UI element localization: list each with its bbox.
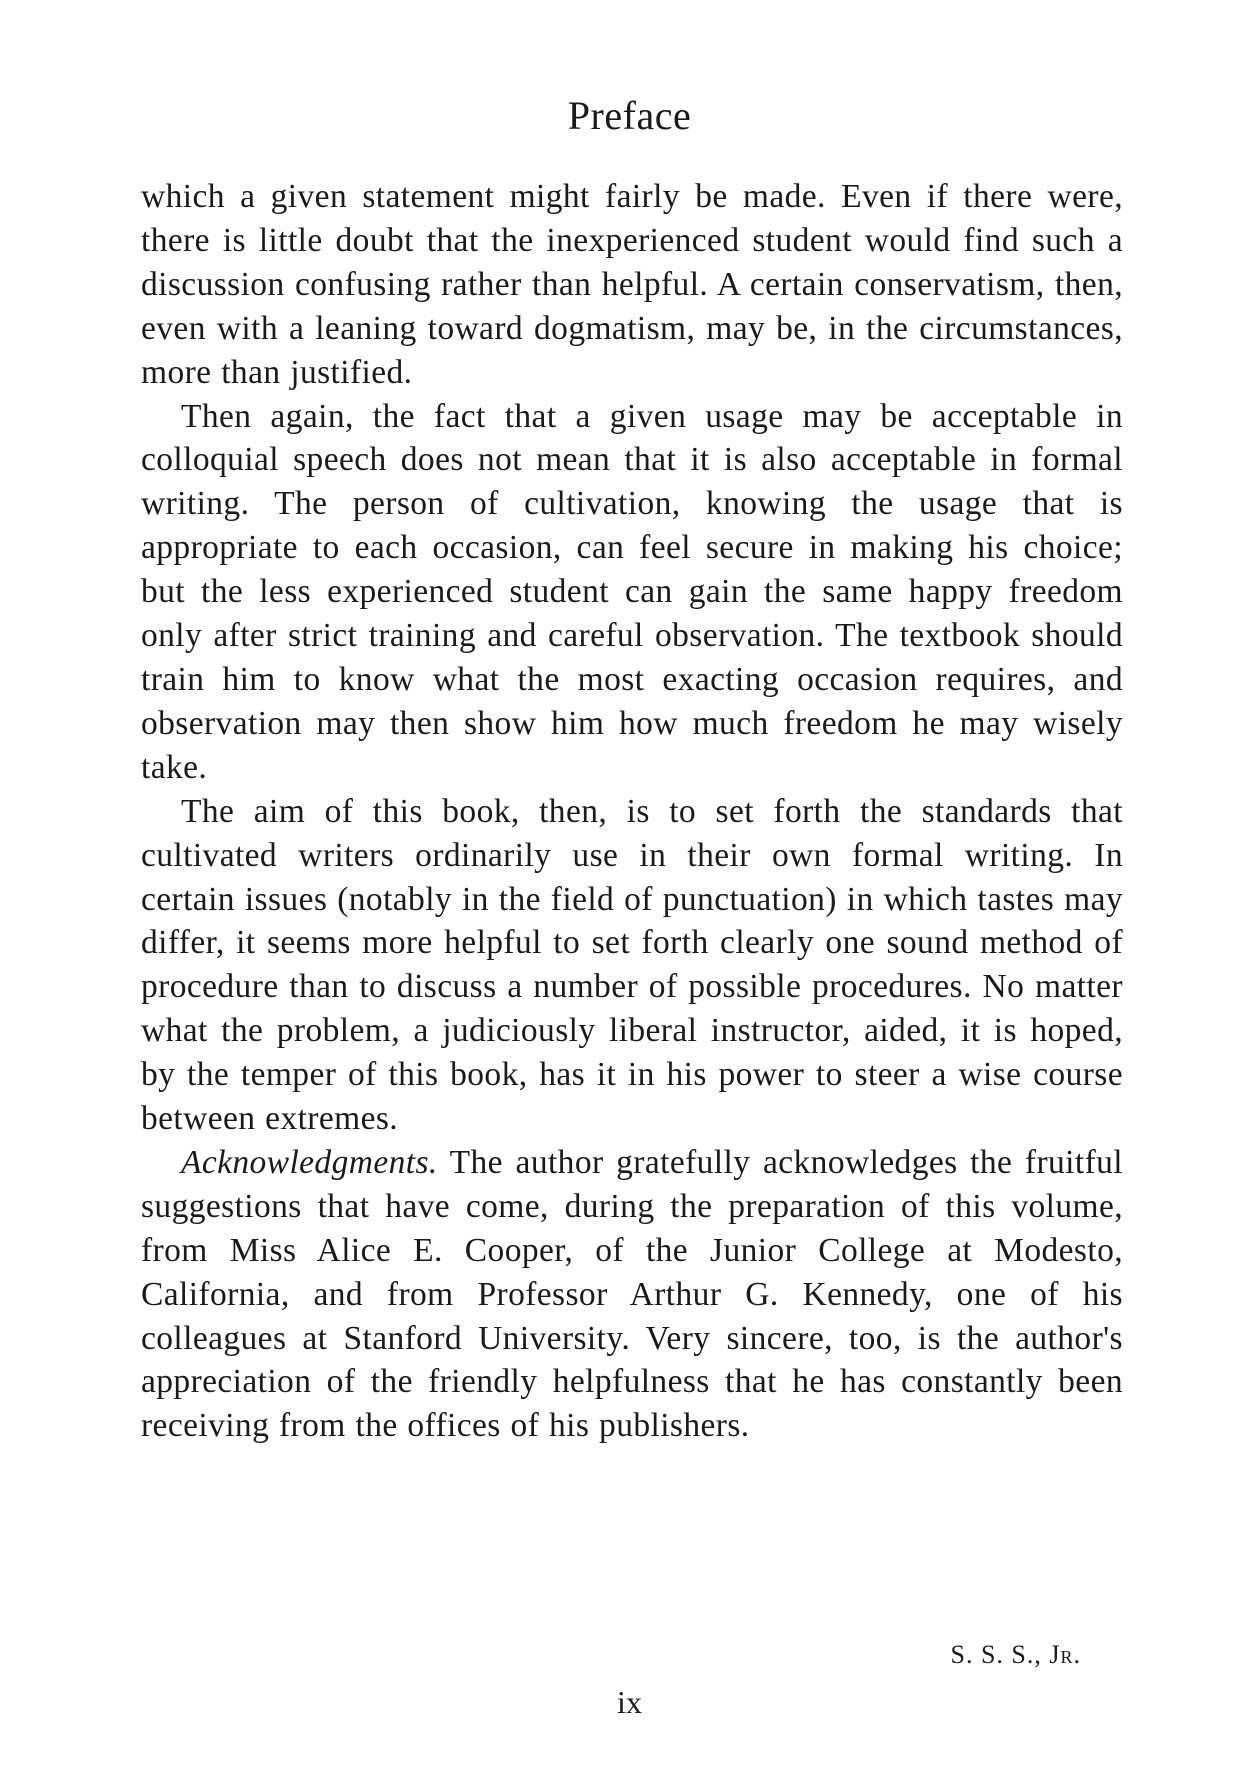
running-head: Preface (567, 93, 692, 138)
signature-suffix: Jr. (1049, 1640, 1081, 1669)
paragraph-aim: The aim of this book, then, is to set forth the standards that cultivated writers ordinarily use in their own formal writing. In certain issues (notably in the field of punctuation) in which tastes may differ, it seems more helpful to set forth clearly one sound method of procedure than to discuss a number of possible procedures. No matter what the problem, a judiciously liberal instructor, aided, it is hoped, by the temper of this book, has it in his power to steer a wise course between extremes. (141, 792, 1123, 1138)
signature-initials: S. S. S., (950, 1640, 1050, 1669)
page-number: ix (617, 1684, 642, 1720)
paragraph-continued: which a given statement might fairly be made. Even if there were, there is little doubt that the inexperienced student would find such a discussion confusing rather than helpful. A certain conservatism, then, even with a leaning toward dogmatism, may be, in the circumstances, more than justified. (141, 178, 1123, 391)
acknowledgments-lead: Acknowledgments. (181, 1143, 438, 1181)
preface-body (141, 175, 1123, 1448)
paragraph-colloquial-usage: Then again, the fact that a given usage may be acceptable in colloquial speech does not mean that it is also acceptable in formal writing. The person of cultivation, knowing the usage that is appropriate to each occasion, can feel secure in making his choice; but the less experienced student can gain the same happy freedom only after strict training and careful observation. The textbook should train him to know what the most exacting occasion requires, and observation may then show him how much freedom he may wisely take. (141, 397, 1123, 786)
author-signature (950, 1639, 1081, 1671)
acknowledgments-text: The author gratefully acknowledges the fruitful suggestions that have come, during the preparation of this volume, from Miss Alice E. Cooper, of the Junior College at Modesto, California, and from Professor Arthur G. Kennedy, one of his colleagues at Stanford University. Very sincere, too, is the author's appreciation of the friendly helpfulness that he has constantly been receiving from the offices of his publishers. (141, 1143, 1123, 1445)
paragraph-acknowledgments (141, 1141, 1123, 1448)
